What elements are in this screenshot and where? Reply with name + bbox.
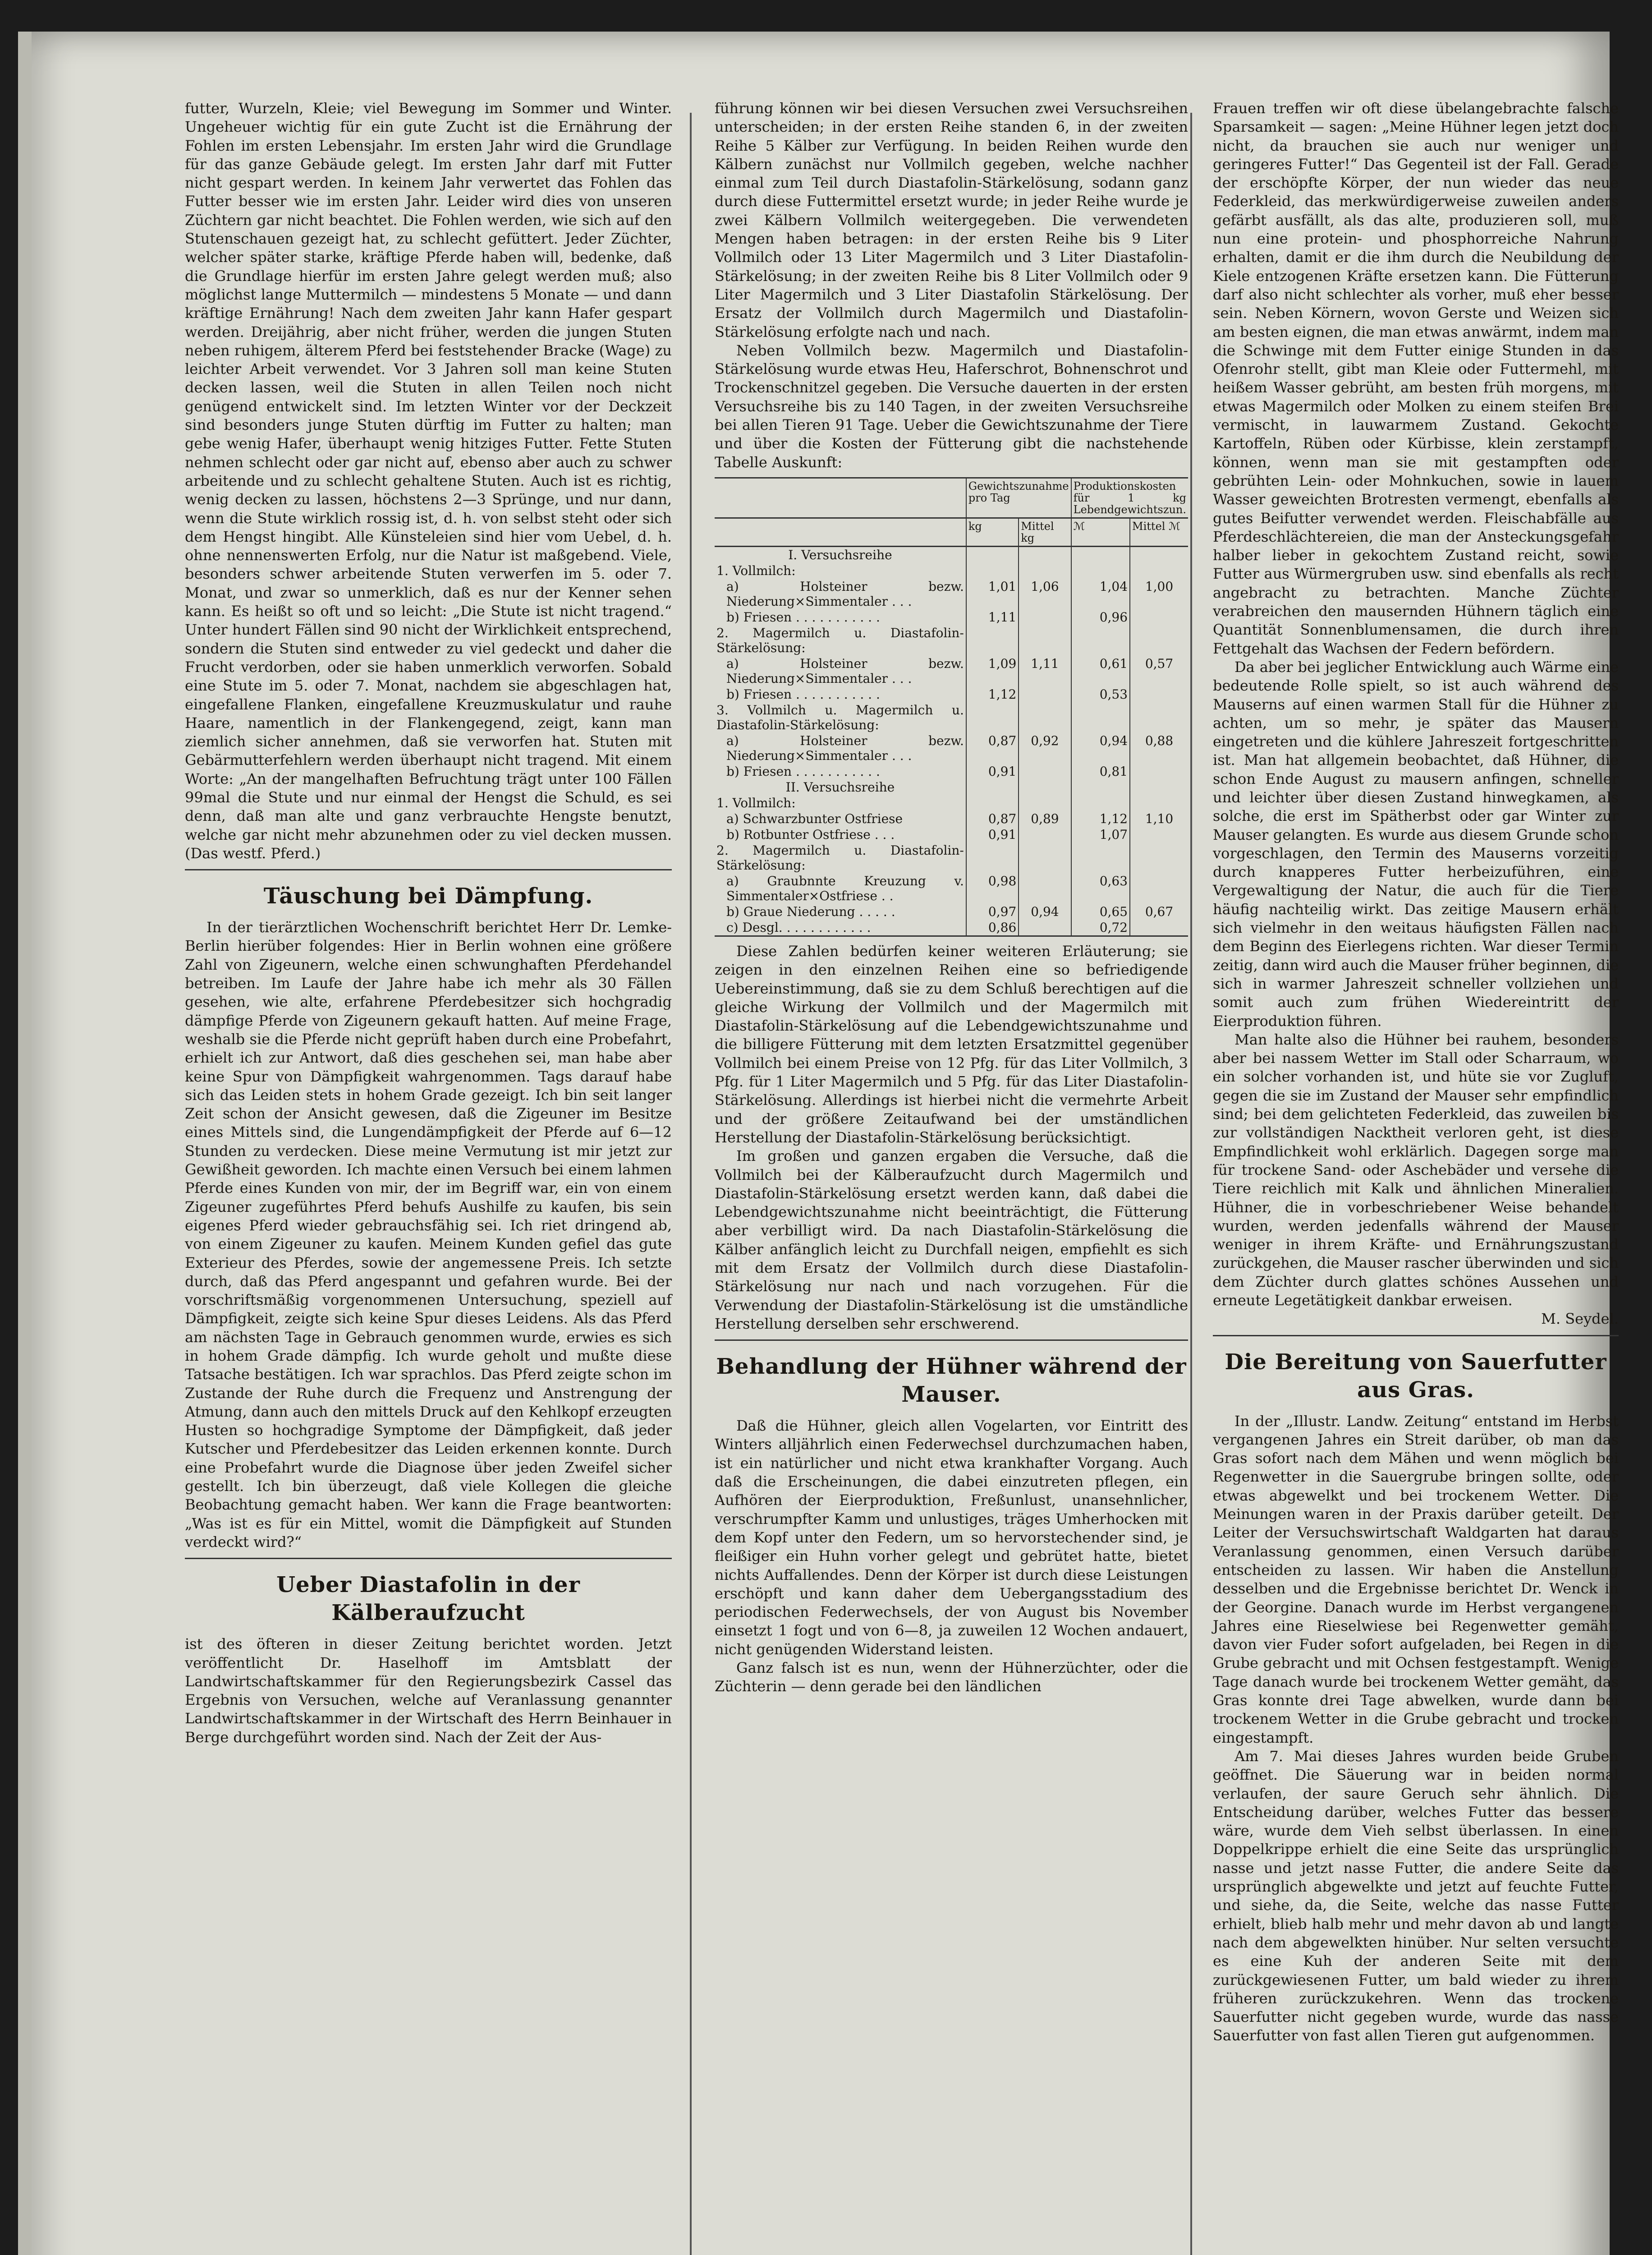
article-sauerfutter-text-2: Am 7. Mai dieses Jahres wurden beide Gruben geöffnet. Die Säuerung war in beiden normal verlaufen, der saure Geruch sehr ähnlich. Die Entscheidung darüber, welches Futter das bessere wäre, wurde dem Vieh selbst überlassen. In einen Doppelkrippe erhielt die eine Seite das ursprünglich nasse und jetzt nasse Futter, die andere Seite das ursprünglich abgewelkte und jetzt auf feuchte Futter, und siehe, da, die Seite, welche das nasse Futter erhielt, blieb halb mehr und mehr davon ab und langte nach dem abgewelkten hinüber. Nur selten versuchte es eine Kuh der anderen Seite mit dem zurückgewiesenen Futter, um bald wieder zu ihrem früheren zurückzukehren. Wenn das trockene Sauerfutter nicht gegeben wurde, wurde das nasse Sauerfutter von fast allen Tieren gut aufgenommen. <box>1213 1747 1619 2044</box>
row-label: b) Friesen . . . . . . . . . . . <box>726 686 880 702</box>
diastafolin-continued-text: führung können wir bei diesen Versuchen zwei Versuchsreihen unterscheiden; in der ersten Reihe standen 6, in der zweiten Reihe 5 Kälber zur Verfügung. In beiden Reihen wurde den Kälbern zunächst nur Vollmilch gegeben, welche nachher einmal zum Teil durch Diastafolin-Stärkelösung, sodann ganz durch diese Futtermittel ersetzt wurde; in jeder Reihe wurde je zwei Kälbern Vollmilch weitergegeben. Die verwendeten Mengen haben betragen: in der ersten Reihe bis 9 Liter Vollmilch oder 13 Liter Magermilch und 3 Liter Diastafolin-Stärkelösung; in der zweiten Reihe bis 8 Liter Vollmilch oder 9 Liter Magermilch und 3 Liter Diastafolin Stärkelösung. Der Ersatz der Vollmilch durch Magermilch und Diastafolin-Stärkelösung erfolgte nach und nach. <box>715 100 1188 341</box>
group-label: 1. Vollmilch: <box>716 795 796 810</box>
table-row <box>715 904 1188 920</box>
divider <box>185 1558 672 1559</box>
column-rule-1 <box>690 113 692 2255</box>
header-gain: Gewichtszunahme pro Tag <box>966 478 1071 518</box>
newspaper-page <box>32 32 1619 2255</box>
table-row <box>715 733 1188 764</box>
author-signature: M. Seydel. <box>1541 1310 1619 1328</box>
table-row <box>715 920 1188 936</box>
cell: 1,11 <box>1019 656 1071 686</box>
table-conclusion-text: Im großen und ganzen ergaben die Versuche, daß die Vollmilch bei der Kälberaufzucht durch Magermilch und Diastafolin-Stärkelösung ersetzt werden kann, daß dabei die Lebendgewichtszunahme nicht beeinträchtigt, die Fütterung aber verbilligt wird. Da nach Diastafolin-Stärkelösung die Kälber anfänglich leicht zu Durchfall neigen, empfiehlt es sich mit dem Ersatz der Vollmilch durch diese Diastafolin-Stärkelösung nur nach und nach vorzugehen. Für die Verwendung der Diastafolin-Stärkelösung ist die umständliche Herstellung derselben sehr erschwerend. <box>715 1147 1188 1332</box>
cell: 0,91 <box>966 827 1019 842</box>
group-label: 2. Magermilch u. Diastafolin-Stärkelösung: <box>716 842 964 873</box>
cell: 0,61 <box>1071 656 1130 686</box>
row-label: b) Rotbunter Ostfriese . . . <box>726 827 895 842</box>
cell: 0,89 <box>1019 811 1071 827</box>
table-row <box>715 656 1188 686</box>
cell: 0,63 <box>1071 873 1130 904</box>
divider <box>185 869 672 870</box>
huehner-continued-text-2: Da aber bei jeglicher Entwicklung auch Wärme eine bedeutende Rolle spielt, so ist auch während des Mauserns auf einen warmen Stall für die Hühner zu achten, um so mehr, je später das Mausern eingetreten und die kühlere Jahreszeit fortgeschritten ist. Man hat allgemein beobachtet, daß Hühner, die schon Ende August zu mausern anfingen, schneller und leichter über diesen Zustand hinwegkamen, als solche, die erst im Spätherbst oder gar Winter zur Mauser gelangten. Es wurde aus diesem Grunde schon vorgeschlagen, den Termin des Mauserns vorzeitig durch knapperes Futter herbeizuführen, eine Vergewaltigung der Natur, die auch für die Tiere häufig nachteilig wirkt. Das zeitige Mausern erhält sich vielmehr in den weitaus häufigsten Fällen nach dem Beginn des Eierlegens richten. War dieser Termin zeitig, dann wird auch die Mauser früher beginnen, die sich in warmer Jahreszeit schneller vollziehen und somit auch zum frühen Wiedereintritt der Eierproduktion führen. <box>1213 658 1619 1030</box>
series-label: II. Versuchsreihe <box>785 779 895 795</box>
article-diastafolin-text: ist des öfteren in dieser Zeitung berichtet worden. Jetzt veröffentlicht Dr. Haselhoff im Amtsblatt der Landwirtschaftskammer für den Regierungsbezirk Cassel das Ergebnis von Versuchen, welche auf Veranlassung genannter Landwirtschaftskammer in der Wirtschaft des Herrn Beinhauer in Berge durchgeführt worden sind. Nach der Zeit der Aus- <box>185 1635 672 1746</box>
table-row <box>715 686 1188 702</box>
row-label: b) Friesen . . . . . . . . . . . <box>726 764 880 779</box>
article-horse-breeding-text: futter, Wurzeln, Kleie; viel Bewegung im Sommer und Winter. Ungeheuer wichtig für ein gute Zucht ist die Ernährung der Fohlen im ersten Lebensjahr. Im ersten Jahr wird die Grundlage für das ganze Gebäude gelegt. Im ersten Jahr darf mit Futter nicht gespart werden. In keinem Jahr verwertet das Fohlen das Futter besser wie im ersten Jahr. Leider wird dies von unseren Züchtern gar nicht beachtet. Die Fohlen werden, wie sich auf den Stutenschauen gezeigt hat, zu schlecht gefüttert. Jeder Züchter, welcher später starke, kräftige Pferde haben will, bedenke, daß die Grundlage hierfür im ersten Jahre gelegt werden muß; also möglichst lange Muttermilch — mindestens 5 Monate — und dann kräftige Ernährung! Nach dem zweiten Jahr kann Hafer gespart werden. Dreijährig, aber nicht früher, werden die jungen Stuten neben ruhigem, älterem Pferd bei feststehender Bracke (Wage) zu leichter Arbeit verwendet. Vor 3 Jahren soll man keine Stuten decken lassen, weil die Stuten in allen Teilen noch nicht genügend entwickelt sind. Im letzten Winter vor der Deckzeit sind besonders junge Stuten dürftig im Futter zu halten; man gebe wenig Hafer, überhaupt wenig hitziges Futter. Fette Stuten nehmen schlecht oder gar nicht auf, ebenso aber auch zu schwer arbeitende und zu schlecht gehaltene Stuten. Auch ist es richtig, wenig decken zu lassen, höchstens 2—3 Sprünge, und nur dann, wenn die Stute wirklich rossig ist, d. h. von selbst steht oder sich dem Hengst hingibt. Alle Künsteleien sind hier vom Uebel, d. h. ohne nennenswerten Erfolg, nur die Natur ist maßgebend. Viele, besonders schwer arbeitende Stuten verwerfen im 5. oder 7. Monat, und zwar so unmerklich, daß es nur der Kenner sehen kann. Es heißt so oft und so leicht: „Die Stute ist nicht tragend.“ Unter hundert Fällen sind 90 nicht der Wirklichkeit entsprechend, sondern die Stuten sind entweder zu viel gedeckt und daher die Frucht verdorben, oder sie haben unmerklich verworfen. Sobald eine Stute im 5. oder 7. Monat, nachdem sie abgeschlagen hat, eingefallene Flanken, eingefallene Kreuzmuskulatur und rauhe Haare, namentlich in der Flankengegend, zeigt, kann man ziemlich sicher annehmen, daß sie verworfen hat. Stuten mit Gebärmutterfehlern werden überhaupt nicht tragend. Mit einem Worte: „An der mangelhaften Befruchtung trägt unter 100 Fällen 99mal die Stute und nur einmal der Hengst die Schuld, es sei denn, daß man alte und ganz verbrauchte Hengste benutzt, welche gar nicht mehr abzunehmen oder zu viel decken mussen. (Das westf. Pferd.) <box>185 100 672 862</box>
table-row <box>715 579 1188 609</box>
article-taeuschung-text: In der tierärztlichen Wochenschrift berichtet Herr Dr. Lemke-Berlin hierüber folgendes: Hier in Berlin wohnen eine größere Zahl von Zigeunern, welche einen schwunghaften Pferdehandel betreiben. Im Laufe der Jahre habe ich mehr als 30 Fällen gesehen, wie alte, erfahrene Pferdebesitzer sich hochgradig dämpfige Pferde von Zigeunern gekauft hatten. Auf meine Frage, weshalb sie die Pferde nicht geprüft haben durch eine Probefahrt, erhielt ich zur Antwort, daß dies geschehen sei, man habe aber keine Spur von Dämpfigkeit wahrgenommen. Tags darauf habe sich das Leiden stets in hohem Grade gezeigt. Ich bin seit langer Zeit schon der Ansicht gewesen, daß die Zigeuner im Besitze eines Mittels sind, die Lungendämpfigkeit der Pferde auf 6—12 Stunden zu verdecken. Diese meine Vermutung ist mir jetzt zur Gewißheit geworden. Ich machte einen Versuch bei einem lahmen Pferde eines Kunden von mir, der im Begriff war, ein von einem Zigeuner zugeführtes Pferd behufs Aushilfe zu kaufen, bis sein eigenes Pferd wieder gebrauchsfähig sei. Ich riet dringend ab, von einem Zigeuner zu kaufen. Meinem Kunden gefiel das gute Exterieur des Pferdes, sowie der angemessene Preis. Ich setzte durch, daß das Pferd angespannt und gefahren wurde. Bei der vorschriftsmäßig vorgenommenen Untersuchung, speziell auf Dämpfigkeit, zeigte sich keine Spur dieses Leidens. Als das Pferd am nächsten Tage in Gebrauch genommen wurde, erwies es sich in hohem Grade dämpfig. Ich wurde geholt und mußte diese Tatsache bestätigen. Ich war sprachlos. Das Pferd zeigte schon im Zustande der Ruhe durch die Frequenz und Anstrengung der Atmung, dann auch den mittels Druck auf den Kehlkopf erzeugten Husten so hochgradige Symptome der Dämpfigkeit, daß jeder Kutscher und Pferdebesitzer das Leiden erkennen konnte. Durch eine Probefahrt wurde die Diagnose über jeden Zweifel sicher gestellt. Ich bin überzeugt, daß viele Kollegen die gleiche Beobachtung gemacht haben. Wer kann die Frage beantworten: „Was ist es für ein Mittel, womit die Dämpfigkeit auf Stunden verdeckt wird?“ <box>185 919 672 1551</box>
table-row <box>715 609 1188 625</box>
group-label: 2. Magermilch u. Diastafolin-Stärkelösung: <box>716 625 964 655</box>
table-row <box>715 702 1188 733</box>
cell: 0,65 <box>1071 904 1130 920</box>
cell: 1,01 <box>966 579 1019 609</box>
article-title-taeuschung: Täuschung bei Dämpfung. <box>263 884 593 909</box>
row-label: c) Desgl. . . . . . . . . . . . <box>726 920 871 935</box>
header-mark: ℳ <box>1071 518 1130 546</box>
cell: 0,92 <box>1019 733 1071 764</box>
table-commentary-text: Diese Zahlen bedürfen keiner weiteren Erläuterung; sie zeigen in den einzelnen Reihen eine so befriedigende Uebereinstimmung, daß sie zu dem Schluß berechtigen auf die gleiche Wirkung der Vollmilch und der Magermilch mit Diastafolin-Stärkelösung auf die Lebendgewichtszunahme und die billigere Fütterung mit dem letzten Ersatzmittel gegenüber Vollmilch bei einem Preise von 12 Pfg. für das Liter Vollmilch, 3 Pfg. für 1 Liter Magermilch und 5 Pfg. für das Liter Diastafolin-Stärkelösung. Allerdings ist hierbei nicht die vermehrte Arbeit und der größere Zeitaufwand bei der umständlichen Herstellung der Diastafolin-Stärkelösung berücksichtigt. <box>715 942 1188 1146</box>
row-label: a) Graubnnte Kreuzung v. Simmentaler×Ostfriese . . <box>726 873 964 903</box>
cell: 0,81 <box>1071 764 1130 779</box>
table-row <box>715 827 1188 842</box>
cell: 1,12 <box>1071 811 1130 827</box>
header-mittel-mark: Mittel ℳ <box>1130 518 1188 546</box>
article-title-diastafolin: Ueber Diastafolin in der Kälberaufzucht <box>276 1572 580 1626</box>
calf-feeding-results-table <box>715 477 1188 937</box>
row-label: a) Schwarzbunter Ostfriese <box>726 811 903 826</box>
cell: 1,11 <box>966 609 1019 625</box>
table-row <box>715 779 1188 795</box>
cell: 1,10 <box>1130 811 1188 827</box>
column-3 <box>1213 99 1619 2045</box>
header-kg: kg <box>966 518 1019 546</box>
cell: 0,98 <box>966 873 1019 904</box>
cell: 1,09 <box>966 656 1019 686</box>
cell: 1,12 <box>966 686 1019 702</box>
row-label: b) Friesen . . . . . . . . . . . <box>726 609 880 625</box>
group-label: 1. Vollmilch: <box>716 563 796 578</box>
table-row <box>715 546 1188 563</box>
table-row <box>715 811 1188 827</box>
table-row <box>715 625 1188 656</box>
article-huehner-text: Daß die Hühner, gleich allen Vogelarten, vor Eintritt des Winters alljährlich einen Federwechsel durchzumachen haben, ist ein natürlicher und nicht etwa krankhafter Vorgang. Auch daß die Erscheinungen, die dabei einzutreten pflegen, ein Aufhören der Eierproduktion, Freßunlust, unansehnlicher, verschrumpfter Kamm und unlustiges, träges Umherhocken mit dem Kopf unter den Federn, um so hervorstechender sind, je fleißiger ein Huhn vorher gelegt und gebrütet hatte, bietet nichts Auffallendes. Denn der Körper ist durch diese Leistungen erschöpft und kann daher dem Uebergangsstadium des periodischen Federwechsels, der von August bis November einsetzt 1 fogt und von 6—8, ja zuweilen 12 Wochen andauert, nicht genügenden Widerstand leisten. <box>715 1417 1188 1658</box>
cell: 1,00 <box>1130 579 1188 609</box>
huehner-continued-text: Frauen treffen wir oft diese übelangebrachte falsche Sparsamkeit — sagen: „Meine Hühner legen jetzt doch nicht, da brauchen sie auch nur weniger und geringeres Futter!“ Das Gegenteil ist der Fall. Gerade der erschöpfte Körper, der nun wieder das neue Federkleid, das merkwürdigerweise zuweilen anders gefärbt ausfällt, als das alte, produzieren soll, muß nun eine protein- und phosphorreiche Nahrung erhalten, damit er die ihm durch die Neubildung der Kiele entzogenen Kräfte ersetzen kann. Die Fütterung darf also nicht schlechter als vorher, muß eher besser sein. Neben Körnern, wovon Gerste und Weizen sich am besten eignen, die man etwas anwärmt, indem man die Schwinge mit dem Futter einige Stunden in das Ofenrohr stellt, gibt man Kleie oder Futtermehl, mit heißem Wasser gebrüht, am besten früh morgens, mit etwas Magermilch oder Molken zu einem steifen Brei vermischt, in lauwarmem Zustand. Gekochte Kartoffeln, Rüben oder Kürbisse, klein zerstampft, können, wenn man sie mit gestampften oder gebrühten Lein- oder Mohnkuchen, sowie in lauem Wasser geweichten Brotresten vermengt, ebenfalls als gutes Beifutter verwendet werden. Fleischabfälle aus Pferdeschlächtereien, die man der Ansteckungsgefahr halber lieber in gekochtem Zustand reicht, sowie Futter aus Würmergruben usw. sind ebenfalls als recht angebracht zu betrachten. Manche Züchter verabreichen den mausernden Hühnern täglich eine Quantität Sonnenblumensamen, die durch ihren Fettgehalt das Wachsen der Federn befördern. <box>1213 100 1619 657</box>
header-cost: Produktionskosten für 1 kg Lebendgewichtszun. <box>1071 478 1188 518</box>
cell: 0,96 <box>1071 609 1130 625</box>
cell: 0,97 <box>966 904 1019 920</box>
column-2 <box>715 99 1188 1696</box>
group-label: 3. Vollmilch u. Magermilch u. Diastafolin-Stärkelösung: <box>716 702 964 732</box>
huehner-continued-text-3: Man halte also die Hühner bei rauhem, besonders aber bei nassem Wetter im Stall oder Scharraum, wo ein solcher vorhanden ist, und hüte sie vor Zugluft, gegen die sie im Zustand der Mauser sehr empfindlich sind; bei dem gelichteten Federkleid, das zuweilen bis zur vollständigen Nacktheit verloren geht, ist diese Empfindlichkeit wohl erklärlich. Dagegen sorge man für trockene Sand- oder Aschebäder und versehe die Tiere reichlich mit Kalk und ähnlichen Mineralien. Hühner, die in vorbeschriebener Weise behandelt wurden, werden jedenfalls während der Mauser weniger in ihrem Kräfte- und Ernährungszustand zurückgehen, die Mauser rascher überwinden und sich dem Züchter durch glattes schönes Aussehen und erneute Legetätigkeit dankbar erweisen. <box>1213 1031 1619 1309</box>
cell: 1,06 <box>1019 579 1071 609</box>
row-label: b) Graue Niederung . . . . . <box>726 904 895 919</box>
cell: 0,72 <box>1071 920 1130 936</box>
table-row <box>715 873 1188 904</box>
article-title-sauerfutter: Die Bereitung von Sauerfutter aus Gras. <box>1225 1349 1607 1403</box>
table-subheader-row <box>715 518 1188 546</box>
divider <box>715 1339 1188 1341</box>
divider <box>1213 1335 1619 1336</box>
row-label: a) Holsteiner bezw. Niederung×Simmentaler . . . <box>726 579 964 609</box>
cell: 0,57 <box>1130 656 1188 686</box>
table-row <box>715 795 1188 811</box>
series-label: I. Versuchsreihe <box>788 547 892 562</box>
table-row <box>715 764 1188 779</box>
table-row <box>715 563 1188 579</box>
cell: 1,07 <box>1071 827 1130 842</box>
article-huehner-text-2: Ganz falsch ist es nun, wenn der Hühnerzüchter, oder die Züchterin — denn gerade bei den ländlichen <box>715 1659 1188 1695</box>
cell: 0,88 <box>1130 733 1188 764</box>
cell: 1,04 <box>1071 579 1130 609</box>
row-label: a) Holsteiner bezw. Niederung×Simmentaler . . . <box>726 733 964 763</box>
cell: 0,94 <box>1019 904 1071 920</box>
article-sauerfutter-text: In der „Illustr. Landw. Zeitung“ entstand im Herbst vergangenen Jahres ein Streit darüber, ob man das Gras sofort nach dem Mähen und wenn möglich bei Regenwetter in die Sauergrube bringen sollte, oder etwas abgewelkt und bei trockenem Wetter. Die Meinungen waren in der Praxis darüber geteilt. Der Leiter der Versuchswirtschaft Waldgarten hat daraus Veranlassung genommen, einen Versuch darüber entscheiden zu lassen. Wir haben die Anstellung desselben und die Ergebnisse berichtet Dr. Wenck in der Georgine. Danach wurde im Herbst vergangenen Jahres eine Rieselwiese bei Regenwetter gemäht, davon vier Fuder sofort aufgeladen, bei Regen in die Grube gebracht und mit Ochsen festgestampft. Wenige Tage danach wurde bei trockenem Wetter gemäht, das Gras konnte drei Tage abwelken, wurde dann bei trockenem Wetter in die Grube gebracht und trocken eingestampft. <box>1213 1412 1619 1746</box>
cell: 0,91 <box>966 764 1019 779</box>
cell: 0,87 <box>966 811 1019 827</box>
cell: 0,53 <box>1071 686 1130 702</box>
table-header-row <box>715 478 1188 518</box>
article-title-huehner: Behandlung der Hühner während der Mauser. <box>716 1354 1187 1408</box>
cell: 0,87 <box>966 733 1019 764</box>
cell: 0,67 <box>1130 904 1188 920</box>
header-mittel-kg: Mittel kg <box>1019 518 1071 546</box>
cell: 0,86 <box>966 920 1019 936</box>
diastafolin-continued-text-2: Neben Vollmilch bezw. Magermilch und Diastafolin-Stärkelösung wurde etwas Heu, Haferschrot, Bohnenschrot und Trockenschnitzel gegeben. Die Versuche dauerten in der ersten Versuchsreihe bis zu 140 Tagen, in der zweiten Versuchsreihe bei allen Tieren 91 Tage. Ueber die Gewichtszunahme der Tiere und über die Kosten der Fütterung gibt die nachstehende Tabelle Auskunft: <box>715 341 1188 471</box>
column-rule-2 <box>1190 113 1192 2255</box>
table-row <box>715 842 1188 873</box>
column-1 <box>185 99 672 1747</box>
row-label: a) Holsteiner bezw. Niederung×Simmentaler . . . <box>726 656 964 686</box>
cell: 0,94 <box>1071 733 1130 764</box>
